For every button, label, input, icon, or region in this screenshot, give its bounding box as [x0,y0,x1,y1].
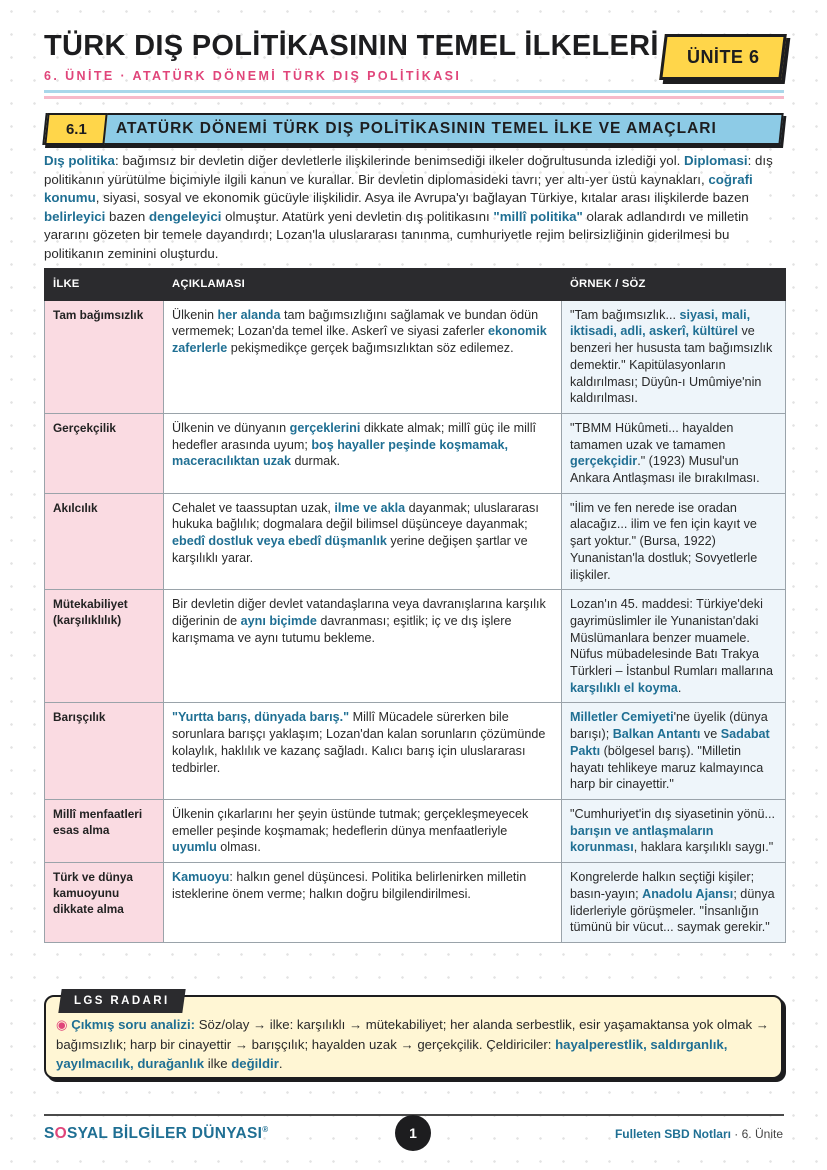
text-run: : halkın genel düşüncesi. Politika belirlenirken milletin isteklerine önem verme; halkın doğru bilgilendirilmesi. [172,870,527,901]
ornek-cell [562,493,786,590]
text-run: bazen [105,208,149,224]
keyword: hayalperestlik, saldırganlık, yayılmacılık, durağanlık [56,1036,728,1071]
text-run: 'ne üyelik (dünya barışı); [570,710,768,742]
lgs-radar-text [56,1015,774,1074]
text-run: : bağımsız bir devletin diğer devletlerle ilişkilerinde benimsediği ilkeler doğrultusunda izlediği yol. [114,153,685,168]
lgs-radar-content [56,1017,769,1071]
ornek-cell [562,590,786,703]
footer-note: Fulleten SBD Notları · 6. Ünite [614,1127,783,1141]
aciklama-cell [164,590,562,703]
text-run: . [278,1056,283,1071]
text-run: , siyasi, sosyal ve ekonomik gücüyle ilişkilidir. Asya ile Avrupa'yı bağlayan Türkiye, kıtalar arası ilişkilerde bazen [95,190,749,206]
keyword: coğrafi konumu [44,171,753,206]
text-run: davranması; eşitlik; iç ve dış işlere karışmama ve aynı tutumu bekleme. [172,613,512,645]
text-run: Ülkenin [172,307,218,322]
text-run: dayanmak; uluslararası hukuka bağlılık; dogmalara değil bilimsel düşünceye dayanmak; [172,500,539,532]
text-run: "TBMM Hükûmeti... hayalden tamamen uzak ve tamamen [570,420,734,452]
section-title: ATATÜRK DÖNEMİ TÜRK DIŞ POLİTİKASININ TEMEL İLKE VE AMAÇLARI [116,120,717,137]
page-subtitle: 6. ÜNİTE · ATATÜRK DÖNEMİ TÜRK DIŞ POLİTİKASI [44,69,462,83]
text-run: Lozan'ın 45. maddesi: Türkiye'deki gayrimüslimler ile Yunanistan'daki Müslümanlara benzer muamele. Nüfus mübadelesinde Batı Trakya Türkleri – İstanbul Rumları mallarına [570,597,773,679]
text-run: ve benzeri her hususta tam bağımsızlık demektir." Kapitülasyonların kaldırılması; Düyûn-ı Umûmiye'nin kaldırılması. [570,324,773,406]
table-row [45,703,786,800]
text-run: Kongrelerde halkın seçtiği kişiler; basın-yayın; [570,870,755,901]
text-run: olmuştur. Atatürk yeni devletin dış politikasını [221,208,494,224]
column-header-aciklama: AÇIKLAMASI [164,269,562,301]
table-row [45,493,786,590]
table-row [45,590,786,703]
text-run: durmak. [291,454,341,469]
aciklama-cell [164,493,562,590]
keyword: "millî politika" [493,208,583,224]
table-row [45,300,786,413]
text-run: ; dünya liderleriyle görüşmeler. "İnsanlığın tümünü bir vücut... saymak gerekir." [570,886,775,935]
table-row [45,799,786,862]
text-run: . [677,680,682,695]
keyword: Anadolu Ajansı [642,886,734,901]
ornek-cell [562,703,786,800]
keyword: siyasi, mali, iktisadi, adli, askerî, kültürel [570,307,751,339]
aciklama-cell [164,703,562,800]
intro-paragraph [44,152,786,264]
text-run: Cehalet ve taassuptan uzak, [172,500,335,515]
keyword: ilme ve akla [334,500,406,515]
ornek-cell [562,413,786,493]
keyword: Dış politika [44,153,115,168]
text-run: pekişmedikçe gerçek bağımsızlıktan söz edilemez. [227,341,514,356]
text-run: ." (1923) Musul'un Ankara Antlaşması ile bırakılması. [570,454,760,486]
keyword: Kamuoyu [172,870,230,885]
column-header-ilke: İLKE [45,269,164,301]
text-run: "Tam bağımsızlık... [570,307,680,322]
principles-table [44,268,786,943]
keyword: değildir [231,1056,279,1071]
ilke-cell: Millî menfaatleri esas alma [45,799,164,862]
text-run: Söz/olay → ilke: karşılıklı → mütekabiliyet; her alanda serbestlik, esir yaşamaktansa yok olmak → bağımsızlık; harp bir cinayettir → barışçılık; hayalden uzak → gerçekçilik. Çeldiriciler: [56,1017,769,1052]
ornek-cell [562,300,786,413]
header-divider [44,90,784,99]
section-number-label: 6.1 [65,120,87,138]
text-run: : dış politikanın yürütülme biçimiyle ilgili kanun ve kurallar. Bir devletin diplomasideki tavrı; yer altı-yer üstü kaynakları, [44,153,773,187]
lgs-radar-tab-label: LGS RADARI [74,995,170,1007]
ornek-cell [562,863,786,943]
text-run: "Cumhuriyet'in dış siyasetinin yönü... [570,806,775,821]
radar-bullet-icon: ◉ [56,1017,68,1032]
aciklama-cell [164,799,562,862]
keyword: Çıkmış soru analizi: [71,1017,196,1032]
keyword: ekonomik zaferlerle [172,324,547,356]
text-run: olarak adlandırdı ve milletin yararını gözeten bir temele dayandırdı; Lozan'la uluslararası tanınma, cumhuriyetle rejim belirsizliğinin giderilmesi bu politikanın zeminini oluşturdu. [44,208,749,261]
aciklama-cell [164,863,562,943]
table-row [45,863,786,943]
text-run: dikkate almak; millî güç ile millî hedefler arasında uyum; [172,420,537,452]
aciklama-cell [164,413,562,493]
ilke-cell: Mütekabiliyet (karşılıklılık) [45,590,164,703]
aciklama-cell [164,300,562,413]
keyword: gerçeklerini [289,420,361,435]
text-run: Millî Mücadele sürerken bile sorunlara barışçı yaklaşım; Lozan'dan kalan sorunların çözümünde kolaylık, haklılık ve kazanç sağladı. Kalıcı barış için uluslararası tedbirler. [172,710,546,775]
page-number: 1 [395,1115,431,1151]
text-run: , haklara karşılıklı saygı." [633,840,774,855]
keyword: Diplomasi [684,153,748,168]
keyword: her alanda [217,307,281,322]
keyword: Sadabat Paktı [570,727,770,758]
keyword: gerçekçidir [570,454,638,469]
text-run: yerine değişen şartlar ve karşılıklı yarar. [172,534,528,565]
keyword: Milletler Cemiyeti [570,710,674,725]
text-run: ilke [204,1056,232,1071]
ornek-cell [562,799,786,862]
ilke-cell: Gerçekçilik [45,413,164,493]
table-row [45,413,786,493]
keyword: belirleyici [44,208,106,224]
keyword: ebedî dostluk veya ebedî düşmanlık [172,534,387,549]
text-run: olması. [216,840,261,855]
unit-badge [659,34,787,80]
intro-text [44,152,786,264]
text-run: ve [700,727,721,742]
text-run: Ülkenin çıkarlarını her şeyin üstünde tutmak; gerçekleşmeyecek emeller peşinde koşmamak; hedeflerin dünya menfaatleriyle [172,806,529,838]
keyword: barışın ve antlaşmaların korunması [570,823,714,855]
section-number [44,113,107,145]
unit-badge-label: ÜNİTE 6 [686,46,760,67]
keyword: Balkan Antantı [612,727,701,742]
ilke-cell: Türk ve dünya kamuoyunu dikkate alma [45,863,164,943]
footer-logo: SOSYAL BİLGİLER DÜNYASI® [44,1125,269,1142]
text-run: "İlim ve fen nerede ise oradan alacağız... ilim ve fen için kayıt ve şart yoktur." (Bursa, 1922) Yunanistan'la dostluk; Sovyetlerle ilişkiler. [570,500,758,582]
keyword: karşılıklı el koyma [570,680,678,695]
ilke-cell: Barışçılık [45,703,164,800]
table-header-row [45,269,786,301]
text-run: Bir devletin diğer devlet vatandaşlarına veya davranışlarına karşılık diğerinin de [172,597,546,628]
keyword: boş hayaller peşinde koşmamak, maceracılıktan uzak [172,437,509,469]
ilke-cell: Tam bağımsızlık [45,300,164,413]
lgs-radar-tab [58,989,185,1013]
keyword: uyumlu [172,840,217,855]
keyword: dengeleyici [148,208,222,224]
column-header-ornek: ÖRNEK / SÖZ [562,269,786,301]
text-run: Ülkenin ve dünyanın [172,420,290,435]
text-run: tam bağımsızlığını sağlamak ve bundan ödün vermemek; Lozan'da temel ilke. Askerî ve siyasi zaferler [172,307,539,339]
ilke-cell: Akılcılık [45,493,164,590]
text-run: (bölgesel barış). "Milletin hayatı tehlikeye maruz kalmayınca harp bir cinayettir." [570,743,764,792]
keyword: aynı biçimde [240,613,317,628]
keyword: "Yurtta barış, dünyada barış." [172,710,350,725]
page-title: TÜRK DIŞ POLİTİKASININ TEMEL İLKELERİ [44,30,659,62]
